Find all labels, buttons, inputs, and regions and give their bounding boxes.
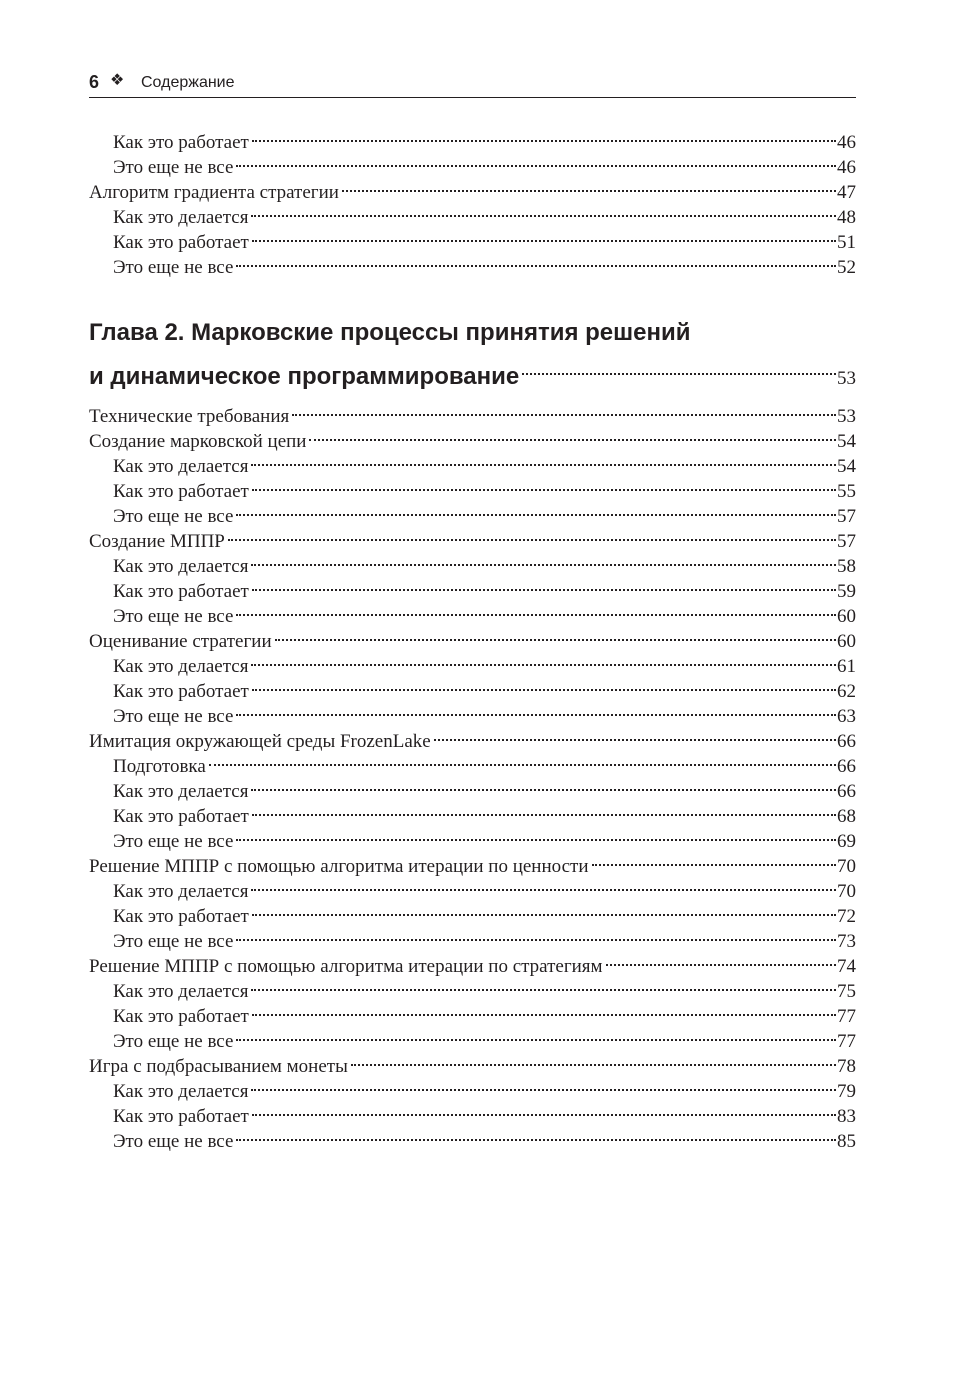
toc-entry-title: Как это делается <box>113 781 249 802</box>
toc-page-number: 63 <box>837 706 856 727</box>
toc-entry-title: Как это работает <box>113 806 249 827</box>
leader-dots <box>252 472 836 497</box>
toc-page-number: 74 <box>837 956 856 977</box>
leader-dots <box>592 847 836 872</box>
toc-page-number: 70 <box>837 856 856 877</box>
toc-entry-title: Как это работает <box>113 232 249 253</box>
toc-entry-title: Это еще не все <box>113 931 234 952</box>
leader-dots <box>251 647 836 672</box>
toc-page-number: 54 <box>837 456 856 477</box>
leader-dots <box>252 123 836 148</box>
toc-entry-title: Как это делается <box>113 981 249 1002</box>
toc-page-number: 53 <box>837 406 856 427</box>
toc-entry-title: Это еще не все <box>113 157 234 178</box>
toc-page-number: 83 <box>837 1106 856 1127</box>
toc-entry-title: Как это работает <box>113 681 249 702</box>
leader-dots <box>236 822 836 847</box>
leader-dots <box>236 148 836 173</box>
toc-page-number: 66 <box>837 781 856 802</box>
toc-page-number: 69 <box>837 831 856 852</box>
toc-page-number: 51 <box>837 232 856 253</box>
toc-entry-title: Это еще не все <box>113 1031 234 1052</box>
toc-page-number: 73 <box>837 931 856 952</box>
leader-dots <box>228 522 836 547</box>
toc-entry-title: Решение МППР с помощью алгоритма итерации по стратегиям <box>89 956 603 977</box>
leader-dots <box>236 597 836 622</box>
toc-page-number: 85 <box>837 1131 856 1152</box>
toc-entry-title: Как это делается <box>113 207 249 228</box>
leader-dots <box>252 1097 836 1122</box>
toc-page-number: 55 <box>837 481 856 502</box>
toc-entry-title: Как это работает <box>113 481 249 502</box>
leader-dots <box>236 248 836 273</box>
toc-entry-title: Это еще не все <box>113 257 234 278</box>
toc-entry-title: Как это делается <box>113 656 249 677</box>
running-header <box>89 66 856 98</box>
toc-entry-title: Это еще не все <box>113 706 234 727</box>
leader-dots <box>252 997 836 1022</box>
toc-entry-title: Как это работает <box>113 581 249 602</box>
toc-main-list <box>89 397 856 1152</box>
toc-page-number: 78 <box>837 1056 856 1077</box>
chapter-leader-dots <box>522 350 836 384</box>
chapter-title-line1: Глава 2. Марковские процессы принятия решений <box>89 319 691 346</box>
toc-entry[interactable] <box>89 397 856 427</box>
toc-page-number: 75 <box>837 981 856 1002</box>
toc-entry-title: Оценивание стратегии <box>89 631 272 652</box>
toc-entry-title: Как это делается <box>113 1081 249 1102</box>
toc-page-number: 57 <box>837 531 856 552</box>
toc-page-number: 77 <box>837 1031 856 1052</box>
page-number: 6 <box>89 72 100 92</box>
toc-entry-title: Игра с подбрасыванием монеты <box>89 1056 348 1077</box>
toc-page-number: 68 <box>837 806 856 827</box>
toc-entry-title: Это еще не все <box>113 831 234 852</box>
toc-page-number: 46 <box>837 132 856 153</box>
toc-entry-title: Как это делается <box>113 881 249 902</box>
chapter-title-line2: и динамическое программирование <box>89 363 520 390</box>
toc-page-number: 61 <box>837 656 856 677</box>
toc-page-number: 70 <box>837 881 856 902</box>
leader-dots <box>251 872 836 897</box>
toc-entry-title: Имитация окружающей среды FrozenLake <box>89 731 431 752</box>
leader-dots <box>342 173 836 198</box>
leader-dots <box>292 397 836 422</box>
leader-dots <box>252 897 836 922</box>
toc-entry-title: Создание МППР <box>89 531 225 552</box>
leader-dots <box>251 772 836 797</box>
leader-dots <box>251 1072 836 1097</box>
toc-page-number: 66 <box>837 731 856 752</box>
section-title: Содержание <box>141 74 235 91</box>
toc-entry-title: Как это работает <box>113 132 249 153</box>
leader-dots <box>236 497 836 522</box>
leader-dots <box>434 722 836 747</box>
toc-entry-title: Как это работает <box>113 1106 249 1127</box>
toc-top-list <box>89 123 856 278</box>
toc-page-number: 60 <box>837 606 856 627</box>
toc-entry-title: Создание марковской цепи <box>89 431 307 452</box>
leader-dots <box>252 672 836 697</box>
leader-dots <box>251 447 836 472</box>
toc-entry-title: Как это делается <box>113 456 249 477</box>
leader-dots <box>275 622 836 647</box>
toc-page-number: 59 <box>837 581 856 602</box>
toc-page-number: 62 <box>837 681 856 702</box>
toc-entry-title: Технические требования <box>89 406 290 427</box>
leader-dots <box>606 947 836 972</box>
chapter-heading[interactable] <box>89 316 856 396</box>
toc-subentry[interactable] <box>89 123 856 153</box>
leader-dots <box>251 198 836 223</box>
chapter-page-number: 53 <box>837 368 856 389</box>
toc-page-number: 46 <box>837 157 856 178</box>
leader-dots <box>236 922 836 947</box>
toc-page-number: 72 <box>837 906 856 927</box>
toc-entry-title: Как это работает <box>113 1006 249 1027</box>
toc-entry-title: Алгоритм градиента стратегии <box>89 182 339 203</box>
toc-page-number: 58 <box>837 556 856 577</box>
toc-entry-title: Это еще не все <box>113 1131 234 1152</box>
toc-entry-title: Это еще не все <box>113 606 234 627</box>
leader-dots <box>236 697 836 722</box>
leader-dots <box>309 422 836 447</box>
toc-entry-title: Это еще не все <box>113 506 234 527</box>
toc-page-number: 66 <box>837 756 856 777</box>
leader-dots <box>209 747 836 772</box>
toc-entry-title: Как это работает <box>113 906 249 927</box>
toc-entry-title: Решение МППР с помощью алгоритма итерации по ценности <box>89 856 589 877</box>
leader-dots <box>252 797 836 822</box>
leader-dots <box>252 223 836 248</box>
leader-dots <box>236 1022 836 1047</box>
ornament-icon: ❖ <box>110 72 125 89</box>
toc-entry-title: Как это делается <box>113 556 249 577</box>
toc-page-number: 47 <box>837 182 856 203</box>
toc-page-number: 48 <box>837 207 856 228</box>
toc-page-number: 52 <box>837 257 856 278</box>
toc-page-number: 77 <box>837 1006 856 1027</box>
leader-dots <box>251 547 836 572</box>
leader-dots <box>236 1122 836 1147</box>
toc-page-number: 60 <box>837 631 856 652</box>
leader-dots <box>252 572 836 597</box>
toc-page-number: 79 <box>837 1081 856 1102</box>
toc-page-number: 54 <box>837 431 856 452</box>
leader-dots <box>351 1047 836 1072</box>
toc-page-number: 57 <box>837 506 856 527</box>
toc-entry-title: Подготовка <box>113 756 206 777</box>
leader-dots <box>251 972 836 997</box>
